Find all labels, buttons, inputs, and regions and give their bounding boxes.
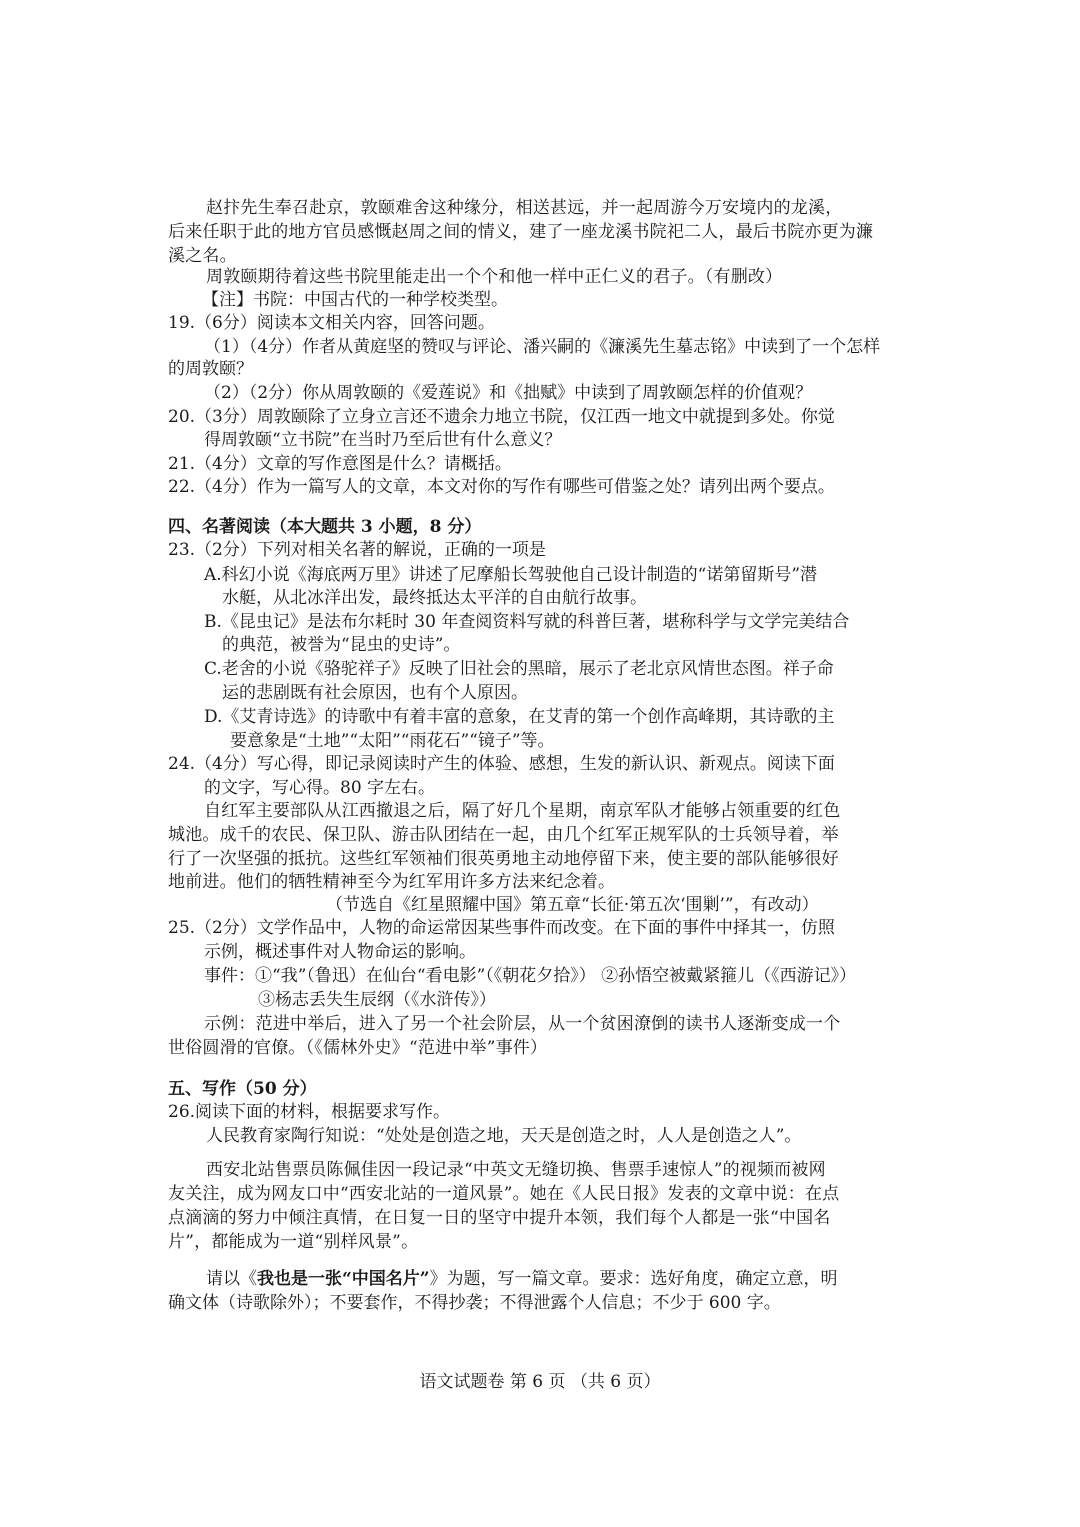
q24-passage-line-4: 地前进。他们的牺牲精神至今为红军用许多方法来纪念着。: [168, 872, 616, 892]
q19-sub1-line-2: 的周敦颐？: [168, 359, 253, 379]
q25-events-line-1: 事件：①“我”（鲁迅）在仙台“看电影”（《朝花夕拾》） ②孙悟空被戴紧箍儿（《西游记》）: [204, 966, 857, 986]
section5-title: 五、写作（50 分）: [168, 1079, 317, 1099]
q19-sub2: （2）（2分）你从周敦颐的《爱莲说》和《拙赋》中读到了周敦颐怎样的价值观？: [204, 383, 813, 403]
q24-passage-line-3: 行了一次坚强的抵抗。这些红军领袖们很英勇地主动地停留下来，使主要的部队能够很好: [168, 849, 839, 869]
q23-option-b-line-2: 的典范，被誉为“昆虫的史诗”。: [222, 635, 461, 655]
q26-material-line-1: 西安北站售票员陈佩佳因一段记录“中英文无缝切换、售票手速惊人”的视频而被网: [206, 1160, 826, 1180]
q23-option-a-line-2: 水艇，从北冰洋出发，最终抵达太平洋的自由航行故事。: [222, 588, 647, 608]
q26-material-line-2: 友关注，成为网友口中“西安北站的一道风景”。她在《人民日报》发表的文章中说：在点: [168, 1184, 840, 1204]
q26-requirement-line-2: 确文体（诗歌除外）；不要套作，不得抄袭；不得泄露个人信息；不少于 600 字。: [168, 1293, 781, 1313]
q24-passage-line-1: 自红军主要部队从江西撤退之后，隔了好几个星期，南京军队才能够占领重要的红色: [204, 801, 841, 821]
q23-option-d-line-2: 要意象是“土地”“太阳”“雨花石”“镜子”等。: [230, 731, 555, 751]
passage-line-3: 溪之名。: [168, 246, 237, 266]
q19-stem: 19.（6分）阅读本文相关内容，回答问题。: [168, 313, 495, 333]
passage-line-2: 后来任职于此的地方官员感慨赵周之间的情义，建了一座龙溪书院祀二人，最后书院亦更为濂: [168, 222, 874, 242]
q22: 22.（4分）作为一篇写人的文章，本文对你的写作有哪些可借鉴之处？请列出两个要点。: [168, 477, 835, 497]
page-footer: 语文试题卷 第 6 页 （共 6 页）: [419, 1372, 661, 1392]
q19-sub1-line-1: （1）（4分）作者从黄庭坚的赞叹与评论、潘兴嗣的《濂溪先生墓志铭》中读到了一个怎样: [204, 337, 881, 357]
q26-material-line-4: 片”，都能成为一道“别样风景”。: [168, 1232, 419, 1252]
q24-line-1: 24.（4分）写心得，即记录阅读时产生的体验、感想，生发的新认识、新观点。阅读下面: [168, 754, 835, 774]
q25-example-line-2: 世俗圆滑的官僚。（《儒林外史》“范进中举”事件）: [168, 1038, 548, 1058]
q23-option-b-line-1: B.《昆虫记》是法布尔耗时 30 年查阅资料写就的科普巨著，堪称科学与文学完美结合: [204, 612, 850, 632]
q24-line-2: 的文字，写心得。80 字左右。: [204, 778, 436, 798]
section4-title: 四、名著阅读（本大题共 3 小题，8 分）: [168, 517, 482, 537]
q25-line-1: 25.（2分）文学作品中，人物的命运常因某些事件而改变。在下面的事件中择其一，仿照: [168, 918, 835, 938]
q24-source: （节选自《红星照耀中国》第五章“长征·第五次‘围剿’”，有改动）: [326, 895, 819, 915]
q25-events-line-2: ③杨志丢失生辰纲（《水浒传》）: [258, 990, 496, 1010]
q23-option-c-line-1: C.老舍的小说《骆驼祥子》反映了旧社会的黑暗，展示了老北京风情世态图。祥子命: [204, 659, 834, 679]
q26-requirement-line-1: [206, 1267, 838, 1291]
q26-requirement-rest: 》为题，写一篇文章。要求：选好角度，确定立意，明: [429, 1269, 838, 1289]
q24-passage-line-2: 城池。成千的农民、保卫队、游击队团结在一起，由几个红军正规军队的士兵领导着，举: [168, 825, 839, 845]
q26-essay-title: 我也是一张“中国名片”: [257, 1269, 430, 1289]
passage-line-1: 赵抃先生奉召赴京，敦颐难舍这种缘分，相送甚远，并一起周游今万安境内的龙溪，: [206, 198, 843, 218]
q25-example-line-1: 示例：范进中举后，进入了另一个社会阶层，从一个贫困潦倒的读书人逐渐变成一个: [204, 1014, 841, 1034]
q23-option-a-line-1: A.科幻小说《海底两万里》讲述了尼摩船长驾驶他自己设计制造的“诺第留斯号”潜: [204, 565, 818, 585]
q26-material-line-3: 点滴滴的努力中倾注真情，在日复一日的坚守中提升本领，我们每个人都是一张“中国名: [168, 1208, 831, 1228]
q23-option-c-line-2: 运的悲剧既有社会原因，也有个人原因。: [222, 683, 528, 703]
q20-line-2: 得周敦颐“立书院”在当时乃至后世有什么意义？: [204, 430, 562, 450]
q26-requirement-prefix: 请以《: [206, 1269, 257, 1289]
q26-stem: 26.阅读下面的材料，根据要求写作。: [168, 1102, 451, 1122]
q25-line-2: 示例，概述事件对人物命运的影响。: [204, 942, 476, 962]
q21: 21.（4分）文章的写作意图是什么？请概括。: [168, 454, 512, 474]
q23-option-d-line-1: D.《艾青诗选》的诗歌中有着丰富的意象，在艾青的第一个创作高峰期，其诗歌的主: [204, 707, 835, 727]
q20-line-1: 20.（3分）周敦颐除了立身立言还不遗余力地立书院，仅江西一地文中就提到多处。你觉: [168, 407, 835, 427]
q23-stem: 23.（2分）下列对相关名著的解说，正确的一项是: [168, 540, 546, 560]
passage-closing: 周敦颐期待着这些书院里能走出一个个和他一样中正仁义的君子。（有删改）: [206, 267, 783, 287]
q26-quote: 人民教育家陶行知说：“处处是创造之地，天天是创造之时，人人是创造之人”。: [206, 1126, 802, 1146]
passage-note: 【注】书院：中国古代的一种学校类型。: [202, 290, 508, 310]
